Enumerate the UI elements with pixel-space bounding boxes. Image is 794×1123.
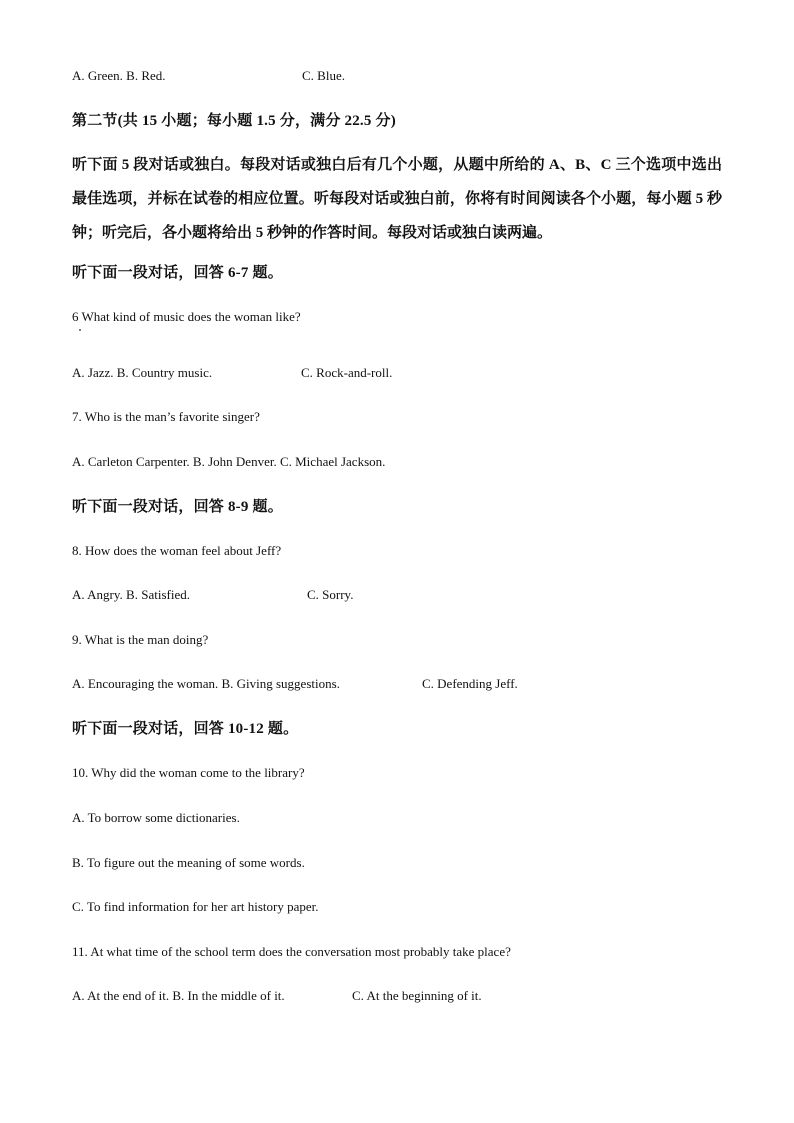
q10-option-a: A. To borrow some dictionaries. <box>72 810 240 825</box>
q7-question: 7. Who is the man’s favorite singer? <box>72 409 260 424</box>
q7-options: A. Carleton Carpenter. B. John Denver. C. Michael Jackson. <box>72 454 386 469</box>
q6-option-c: C. Rock-and-roll. <box>301 365 393 380</box>
q11-question: 11. At what time of the school term does the conversation most probably take place? <box>72 944 511 959</box>
q6-option-a-b: A. Jazz. B. Country music. <box>72 365 213 380</box>
q5-option-c: C. Blue. <box>302 68 345 83</box>
q11-option-c: C. At the beginning of it. <box>352 988 482 1003</box>
group3-heading: 听下面一段对话，回答 10-12 题。 <box>72 721 299 737</box>
q9-option-c: C. Defending Jeff. <box>422 676 518 691</box>
group2-heading: 听下面一段对话，回答 8-9 题。 <box>72 499 283 515</box>
group1-heading: 听下面一段对话，回答 6-7 题。 <box>72 265 283 281</box>
q8-option-c: C. Sorry. <box>307 587 354 602</box>
q5-option-a-b: A. Green. B. Red. <box>72 68 166 83</box>
q9-question: 9. What is the man doing? <box>72 632 209 647</box>
q8-question: 8. How does the woman feel about Jeff? <box>72 543 282 558</box>
section-heading: 第二节(共 15 小题；每小题 1.5 分，满分 22.5 分) <box>72 113 396 129</box>
q8-option-a-b: A. Angry. B. Satisfied. <box>72 587 190 602</box>
stray-dot <box>79 329 81 331</box>
section-instructions: 听下面 5 段对话或独白。每段对话或独白后有几个小题，从题中所给的 A、B、C 三个选项中选出最佳选项，并标在试卷的相应位置。听每段对话或独白前，你将有时间阅读各个小题，每小题 5 秒钟；听完后，各小题将给出 5 秒钟的作答时间。每段对话或独白读两遍。 <box>72 157 722 241</box>
q10-option-c: C. To find information for her art history paper. <box>72 899 319 914</box>
q10-option-b: B. To figure out the meaning of some words. <box>72 855 305 870</box>
q10-question: 10. Why did the woman come to the library? <box>72 765 305 780</box>
q6-question: 6 What kind of music does the woman like? <box>72 309 301 324</box>
q9-option-a-b: A. Encouraging the woman. B. Giving suggestions. <box>72 676 340 691</box>
q11-option-a-b: A. At the end of it. B. In the middle of it. <box>72 988 285 1003</box>
